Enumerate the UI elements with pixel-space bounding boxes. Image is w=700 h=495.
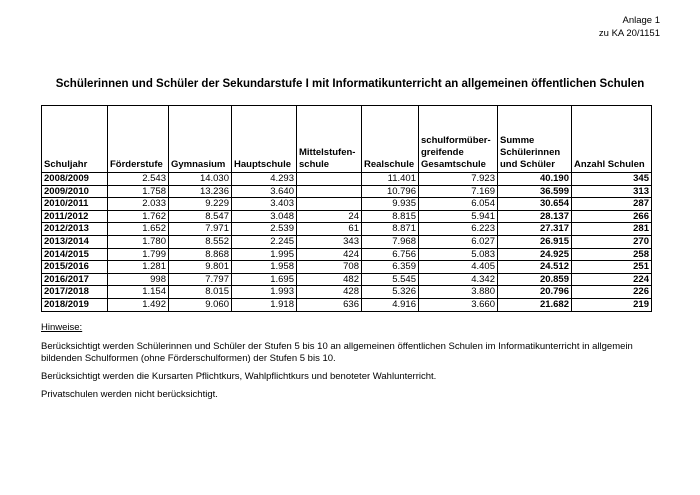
year-cell: 2012/2013 bbox=[42, 223, 108, 236]
note-item: Berücksichtigt werden Schülerinnen und Schüler der Stufen 5 bis 10 an allgemeinen öffentlichen Schulen im Informatikunterricht in allgemein bildenden Schulformen (ohne Förderschulformen) der Stufen 5 bis 10. bbox=[41, 341, 633, 364]
table-cell: 1.758 bbox=[108, 185, 169, 198]
table-cell: 9.801 bbox=[169, 261, 232, 274]
year-cell: 2010/2011 bbox=[42, 198, 108, 211]
table-cell: 1.799 bbox=[108, 248, 169, 261]
table-cell: 21.682 bbox=[498, 298, 572, 311]
table-cell: 1.762 bbox=[108, 210, 169, 223]
table-cell: 14.030 bbox=[169, 173, 232, 186]
table-cell: 20.796 bbox=[498, 286, 572, 299]
table-cell: 6.359 bbox=[362, 261, 419, 274]
year-cell: 2009/2010 bbox=[42, 185, 108, 198]
table-cell: 4.405 bbox=[419, 261, 498, 274]
table-cell: 1.993 bbox=[232, 286, 297, 299]
table-cell: 8.015 bbox=[169, 286, 232, 299]
table-cell: 5.083 bbox=[419, 248, 498, 261]
table-row bbox=[42, 273, 652, 286]
table-cell: 24 bbox=[297, 210, 362, 223]
year-cell: 2016/2017 bbox=[42, 273, 108, 286]
table-cell: 6.756 bbox=[362, 248, 419, 261]
table-cell: 4.293 bbox=[232, 173, 297, 186]
column-header: Realschule bbox=[362, 106, 419, 173]
table-cell: 287 bbox=[572, 198, 652, 211]
table-cell: 3.048 bbox=[232, 210, 297, 223]
notes-heading: Hinweise: bbox=[41, 322, 83, 333]
table-cell: 343 bbox=[297, 235, 362, 248]
table-cell: 2.245 bbox=[232, 235, 297, 248]
table-cell: 281 bbox=[572, 223, 652, 236]
table-cell: 4.342 bbox=[419, 273, 498, 286]
table-cell: 8.815 bbox=[362, 210, 419, 223]
table-cell: 6.027 bbox=[419, 235, 498, 248]
table-cell: 1.281 bbox=[108, 261, 169, 274]
column-header: Hauptschule bbox=[232, 106, 297, 173]
table-cell: 219 bbox=[572, 298, 652, 311]
table-row bbox=[42, 185, 652, 198]
page-title: Schülerinnen und Schüler der Sekundarstufe I mit Informatikunterricht an allgemeinen öffentlichen Schulen bbox=[55, 78, 645, 90]
table-cell: 226 bbox=[572, 286, 652, 299]
table-cell: 2.543 bbox=[108, 173, 169, 186]
table-row bbox=[42, 223, 652, 236]
table-row bbox=[42, 173, 652, 186]
notes-section bbox=[41, 322, 666, 407]
table-row bbox=[42, 286, 652, 299]
table-cell: 9.060 bbox=[169, 298, 232, 311]
table-cell: 30.654 bbox=[498, 198, 572, 211]
table-cell: 20.859 bbox=[498, 273, 572, 286]
column-header: Mittelstufen-schule bbox=[297, 106, 362, 173]
year-cell: 2015/2016 bbox=[42, 261, 108, 274]
column-header: Gymnasium bbox=[169, 106, 232, 173]
table-row bbox=[42, 248, 652, 261]
table-cell: 27.317 bbox=[498, 223, 572, 236]
table-cell: 3.640 bbox=[232, 185, 297, 198]
column-header: Anzahl Schulen bbox=[572, 106, 652, 173]
attachment-line-2: zu KA 20/1151 bbox=[598, 28, 660, 39]
table-cell bbox=[297, 198, 362, 211]
year-cell: 2014/2015 bbox=[42, 248, 108, 261]
year-cell: 2017/2018 bbox=[42, 286, 108, 299]
table-cell: 1.780 bbox=[108, 235, 169, 248]
table-cell: 1.995 bbox=[232, 248, 297, 261]
table-cell: 345 bbox=[572, 173, 652, 186]
table-cell: 258 bbox=[572, 248, 652, 261]
column-header: Förderstufe bbox=[108, 106, 169, 173]
table-cell: 6.054 bbox=[419, 198, 498, 211]
table-cell: 428 bbox=[297, 286, 362, 299]
attachment-label bbox=[599, 14, 660, 40]
note-item: Privatschulen werden nicht berücksichtigt. bbox=[41, 389, 218, 400]
table-cell: 13.236 bbox=[169, 185, 232, 198]
table-cell: 7.923 bbox=[419, 173, 498, 186]
note-item: Berücksichtigt werden die Kursarten Pflichtkurs, Wahlpflichtkurs und benoteter Wahlunterricht. bbox=[41, 371, 437, 382]
table-cell: 636 bbox=[297, 298, 362, 311]
table-cell: 8.868 bbox=[169, 248, 232, 261]
table-cell: 5.941 bbox=[419, 210, 498, 223]
table-cell: 8.547 bbox=[169, 210, 232, 223]
year-cell: 2011/2012 bbox=[42, 210, 108, 223]
column-header: Summe Schülerinnen und Schüler bbox=[498, 106, 572, 173]
table-row bbox=[42, 298, 652, 311]
table-cell: 7.971 bbox=[169, 223, 232, 236]
year-cell: 2008/2009 bbox=[42, 173, 108, 186]
table-cell: 998 bbox=[108, 273, 169, 286]
table-cell: 24.512 bbox=[498, 261, 572, 274]
table-cell: 3.660 bbox=[419, 298, 498, 311]
table-cell: 3.403 bbox=[232, 198, 297, 211]
table-cell: 1.695 bbox=[232, 273, 297, 286]
table-row bbox=[42, 235, 652, 248]
table-cell: 313 bbox=[572, 185, 652, 198]
table-cell: 5.326 bbox=[362, 286, 419, 299]
table-cell: 1.652 bbox=[108, 223, 169, 236]
table-cell: 6.223 bbox=[419, 223, 498, 236]
table-cell: 7.169 bbox=[419, 185, 498, 198]
table-cell: 2.033 bbox=[108, 198, 169, 211]
table-cell: 4.916 bbox=[362, 298, 419, 311]
table-cell: 482 bbox=[297, 273, 362, 286]
statistics-table bbox=[41, 105, 652, 312]
table-cell: 61 bbox=[297, 223, 362, 236]
table-cell: 11.401 bbox=[362, 173, 419, 186]
table-row bbox=[42, 198, 652, 211]
table-cell: 8.552 bbox=[169, 235, 232, 248]
table-cell: 266 bbox=[572, 210, 652, 223]
table-cell: 251 bbox=[572, 261, 652, 274]
attachment-line-1: Anlage 1 bbox=[622, 15, 660, 26]
year-cell: 2013/2014 bbox=[42, 235, 108, 248]
table-cell: 9.229 bbox=[169, 198, 232, 211]
year-cell: 2018/2019 bbox=[42, 298, 108, 311]
table-cell: 224 bbox=[572, 273, 652, 286]
table-cell: 40.190 bbox=[498, 173, 572, 186]
table-cell: 3.880 bbox=[419, 286, 498, 299]
table-cell: 7.968 bbox=[362, 235, 419, 248]
table-cell: 270 bbox=[572, 235, 652, 248]
column-header: Schuljahr bbox=[42, 106, 108, 173]
table-cell: 9.935 bbox=[362, 198, 419, 211]
table-cell: 24.925 bbox=[498, 248, 572, 261]
table-row bbox=[42, 261, 652, 274]
table-cell bbox=[297, 185, 362, 198]
table-cell: 28.137 bbox=[498, 210, 572, 223]
table-cell: 708 bbox=[297, 261, 362, 274]
table-cell: 1.492 bbox=[108, 298, 169, 311]
table-cell: 2.539 bbox=[232, 223, 297, 236]
table-cell: 36.599 bbox=[498, 185, 572, 198]
table-cell: 8.871 bbox=[362, 223, 419, 236]
table-cell: 1.958 bbox=[232, 261, 297, 274]
table-row bbox=[42, 210, 652, 223]
table-cell: 26.915 bbox=[498, 235, 572, 248]
column-header: schulformüber-greifende Gesamtschule bbox=[419, 106, 498, 173]
table-cell: 424 bbox=[297, 248, 362, 261]
table-cell: 5.545 bbox=[362, 273, 419, 286]
table-cell: 7.797 bbox=[169, 273, 232, 286]
table-cell: 1.918 bbox=[232, 298, 297, 311]
table-cell bbox=[297, 173, 362, 186]
table-header-row bbox=[42, 106, 652, 173]
table-cell: 1.154 bbox=[108, 286, 169, 299]
table-cell: 10.796 bbox=[362, 185, 419, 198]
